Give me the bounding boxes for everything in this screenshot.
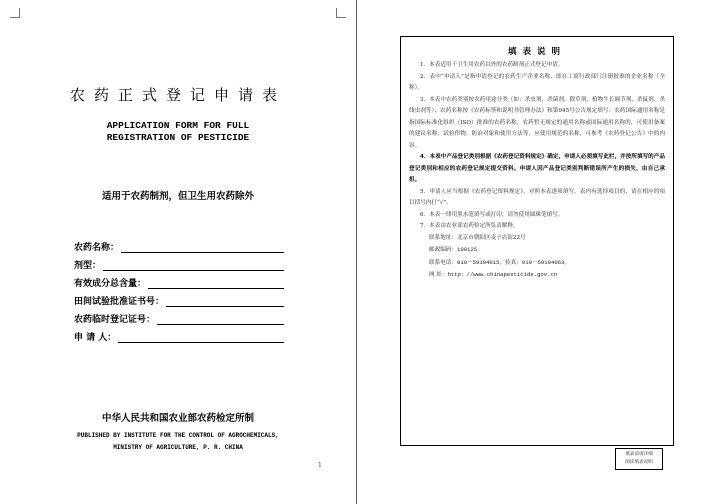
read-instructions-note	[615, 448, 663, 470]
instruction-item-4: 4．本表中产品登记类别根据《农药登记资料规定》确定，申请人必须填写此栏，并按所填写的产品登记类别和相应的农药登记规定提交资料。申请人因产品登记类别判断错误所产生的损失，由自己承担。	[409, 154, 665, 183]
field-active-content	[74, 276, 284, 289]
instruction-item-1: 1．本表适用于卫生用农药以外的农药制剂正式登记申请。	[420, 62, 564, 68]
instruction-item-6: 6．本表一律用黑水笔填写或打印，请勿使用圆珠笔填写。	[420, 211, 564, 218]
instruction-item-5: 5．申请人应当根据《农药登记资料规定》，对照本表逐项填写。表内有选择项目的，请在相应的项目括号内打“√”。	[409, 188, 665, 206]
form-title-en-line1: APPLICATION FORM FOR FULL	[106, 120, 250, 131]
instructions-title: 填表说明	[507, 47, 566, 57]
note-line: 填表前请详细	[625, 452, 653, 457]
instruction-item-3: 3．本表中农药类别按农药用途分类（如：杀虫剂、杀菌剂、除草剂、植物生长调节剂、杀鼠剂、杀线虫剂等）；农药名称按《农药标签和说明书管理办法》和第945号公告规定填写；农药国际通用名称是指国际标准化组织（ISO）批准的农药名称，农药暂无规定的通用名称或国际通用名称的，可使用备案的建议名称；试验作物、防治对象和使用方法等，应使用规范的名称，可参考《农药登记公告》中的内容。	[409, 96, 665, 149]
crop-mark	[10, 8, 20, 18]
instruction-item-7: 7．本表由农业部农药检定所负责解释。	[420, 223, 519, 229]
applicability-note: 适用于农药制剂，但卫生用农药除外	[101, 191, 254, 202]
contact-phone	[429, 257, 665, 270]
publisher-en-line2: MINISTRY OF AGRICULTURE, P. R. CHINA	[113, 444, 243, 451]
field-label: 田间试验批准证书号：	[74, 297, 165, 307]
field-label: 农药名称：	[74, 243, 120, 253]
instruction-item-2: 2．表中“申请人”是指申请登记的农药生产企业名称，即在工商行政部门注册批准的企业名称（全称）。	[409, 73, 665, 91]
field-label: 剂型：	[74, 261, 102, 271]
page-number: 1	[318, 462, 322, 469]
form-title-en-line2: REGISTRATION OF PESTICIDE	[106, 132, 250, 143]
field-pesticide-name	[74, 240, 284, 253]
contact-label: 联系电话：	[429, 259, 457, 266]
fill-line[interactable]	[103, 260, 284, 271]
fill-line[interactable]	[157, 314, 284, 325]
publisher-cn: 中华人民共和国农业部农药检定所制	[101, 413, 254, 424]
fill-line[interactable]	[118, 332, 284, 343]
contact-address	[429, 233, 665, 245]
field-trial-certificate	[74, 294, 284, 307]
field-label: 农药临时登记证号：	[74, 315, 156, 325]
cover-page	[0, 0, 356, 504]
contact-label: 联系地址：	[429, 234, 457, 241]
publisher-en-line1: PUBLISHED BY INSTITUTE FOR THE CONTROL OF AGROCHEMICALS,	[77, 432, 279, 439]
crop-mark	[336, 8, 346, 18]
contact-postcode	[429, 244, 665, 257]
note-line: 阅读填表说明	[625, 460, 653, 465]
contact-value: 100125	[456, 246, 478, 253]
contact-value: 北京市朝阳区麦子店街22号	[456, 234, 526, 241]
field-label: 申 请 人：	[74, 333, 117, 343]
field-temp-registration	[74, 312, 284, 325]
contact-website	[429, 269, 665, 282]
contact-label: 网 址：	[429, 272, 448, 278]
fill-line[interactable]	[148, 278, 284, 289]
contact-value: http：//www.chinapesticide.gov.cn	[447, 271, 558, 278]
fill-line[interactable]	[121, 242, 284, 253]
form-title-cn: 农药正式登记申请表	[69, 86, 286, 104]
contact-value: 010－59194015，传真：010－59194063。	[456, 258, 570, 266]
field-applicant	[74, 330, 284, 343]
field-formulation	[74, 258, 284, 271]
field-label: 有效成分总含量：	[74, 279, 147, 289]
instructions-box	[400, 36, 674, 446]
fill-line[interactable]	[166, 296, 284, 307]
contact-label: 邮政编码：	[429, 247, 457, 253]
instructions-page	[357, 0, 713, 504]
